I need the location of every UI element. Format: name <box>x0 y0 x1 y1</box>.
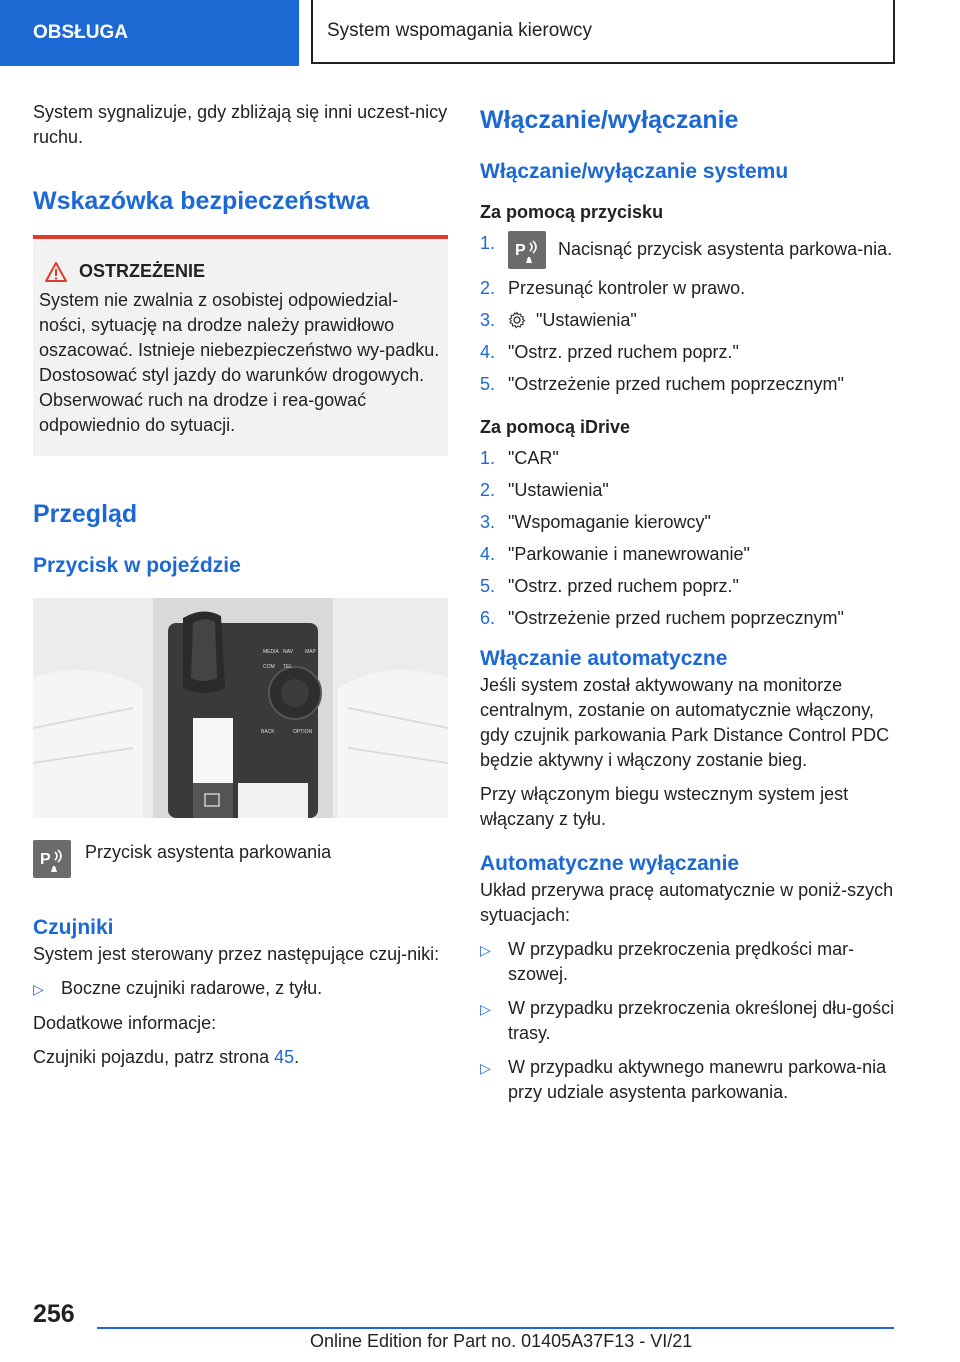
system-heading: Włączanie/wyłączanie systemu <box>480 160 789 183</box>
photo-label-back: BACK <box>261 729 275 735</box>
step-text: "Ostrz. przed ruchem poprz." <box>508 342 739 362</box>
idrive-step <box>480 478 898 503</box>
section-tab <box>0 0 299 66</box>
warning-box <box>33 235 448 456</box>
sensors-heading: Czujniki <box>33 916 114 939</box>
button-heading: Przycisk w pojeździe <box>33 554 241 577</box>
button-step <box>480 340 898 365</box>
idrive-steps-list <box>480 446 898 631</box>
warning-triangle-icon <box>45 262 67 282</box>
step-number: 4. <box>480 544 496 564</box>
photo-label-com: COM <box>263 664 275 670</box>
right-column <box>480 100 898 1105</box>
step-number: 2. <box>480 480 496 500</box>
step-number: 5. <box>480 576 496 596</box>
intro-text: System sygnalizuje, gdy zbliżają się inni uczest-nicy ruchu. <box>33 102 448 147</box>
step-number: 4. <box>480 342 496 362</box>
center-console-illustration <box>33 598 448 818</box>
idrive-step <box>480 542 898 567</box>
step-number: 1. <box>480 233 496 253</box>
auto-off-heading: Automatyczne wyłączanie <box>480 852 740 875</box>
photo-label-media: MEDIA <box>263 649 279 655</box>
idrive-step <box>480 606 898 631</box>
photo-label-map: MAP <box>305 649 316 655</box>
sensors-bullet-text: Boczne czujniki radarowe, z tyłu. <box>61 978 323 998</box>
bullet-triangle-icon: ▷ <box>33 981 44 997</box>
button-step <box>480 308 898 333</box>
photo-label-nav: NAV <box>283 649 293 655</box>
auto-on-text-2: Przy włączonym biegu wstecznym system jest włączany z tyłu. <box>480 784 849 829</box>
auto-on-heading: Włączanie automatyczne <box>480 647 728 670</box>
park-assist-icon <box>33 840 71 878</box>
console-photo <box>33 598 448 818</box>
warning-text: System nie zwalnia z osobistej odpowiedzial-ności, sytuację na drodze należy prawidłowo oszacować. Istnieje niebezpieczeństwo wy-padku. Dostosować styl jazdy do warunków drogowych. Obserwować ruch na drodze i rea-gować odpowiednio do sytuacji. <box>39 290 440 435</box>
additional-label: Dodatkowe informacje: <box>33 1013 217 1033</box>
sensors-text: System jest sterowany przez następujące czuj-niki: <box>33 944 440 964</box>
overview-heading: Przegląd <box>33 500 138 528</box>
chapter-header <box>311 0 895 64</box>
step-text: "CAR" <box>508 448 559 468</box>
step-number: 6. <box>480 608 496 628</box>
step-text: "Parkowanie i manewrowanie" <box>508 544 750 564</box>
auto-off-bullets <box>480 937 898 1105</box>
auto-off-bullet-text: W przypadku aktywnego manewru parkowa-nia przy udziale asystenta parkowania. <box>508 1057 887 1102</box>
safety-heading: Wskazówka bezpieczeństwa <box>33 187 370 215</box>
idrive-subheading: Za pomocą iDrive <box>480 417 631 437</box>
step-number: 3. <box>480 310 496 330</box>
step-text: "Ustawienia" <box>536 310 637 330</box>
auto-off-text: Układ przerywa pracę automatycznie w poniż-szych sytuacjach: <box>480 880 894 925</box>
auto-off-bullet <box>480 1055 898 1105</box>
button-caption: Przycisk asystenta parkowania <box>85 842 332 862</box>
gear-icon <box>508 310 526 330</box>
photo-label-option: OPTION <box>293 729 313 735</box>
bullet-triangle-icon: ▷ <box>480 942 491 958</box>
auto-off-bullet-text: W przypadku przekroczenia prędkości mar-szowej. <box>508 939 855 984</box>
idrive-step <box>480 574 898 599</box>
left-column <box>33 100 448 1070</box>
svg-text:P: P <box>515 242 526 259</box>
step-text: "Wspomaganie kierowcy" <box>508 512 711 532</box>
section-title: OBSŁUGA <box>33 22 128 43</box>
photo-label-tel: TEL <box>283 664 293 670</box>
park-assist-icon <box>508 231 546 269</box>
edition-footer: Online Edition for Part no. 01405A37F13 - VI/21 <box>310 1331 693 1351</box>
step-number: 3. <box>480 512 496 532</box>
footer-rule <box>97 1327 894 1329</box>
step-text: "Ustawienia" <box>508 480 609 500</box>
button-subheading: Za pomocą przycisku <box>480 202 664 222</box>
step-text: "Ostrz. przed ruchem poprz." <box>508 576 739 596</box>
auto-off-bullet <box>480 937 898 987</box>
button-steps-list <box>480 231 898 397</box>
step-number: 1. <box>480 448 496 468</box>
chapter-title: System wspomagania kierowcy <box>327 20 593 41</box>
page-number: 256 <box>33 1300 75 1328</box>
step-text: "Ostrzeżenie przed ruchem poprzecznym" <box>508 608 844 628</box>
step-text: Nacisnąć przycisk asystenta parkowa-nia. <box>558 238 893 259</box>
auto-on-text-1: Jeśli system został aktywowany na monitorze centralnym, zostanie on automatycznie włączony, gdy czujnik parkowania Park Distance Control PDC będzie aktywny i włączony zostanie bieg. <box>480 675 890 770</box>
vehicle-sensors-end: . <box>294 1047 300 1067</box>
button-step <box>480 372 898 397</box>
svg-text:P: P <box>40 851 51 868</box>
step-number: 5. <box>480 374 496 394</box>
button-step <box>480 231 898 269</box>
bullet-triangle-icon: ▷ <box>480 1001 491 1017</box>
button-caption-row <box>33 840 448 878</box>
page-link[interactable]: 45 <box>274 1047 295 1067</box>
vehicle-sensors-ref <box>33 1045 448 1070</box>
step-text: Przesunąć kontroler w prawo. <box>508 278 746 298</box>
bullet-triangle-icon: ▷ <box>480 1060 491 1076</box>
step-text: "Ostrzeżenie przed ruchem poprzecznym" <box>508 374 844 394</box>
auto-off-bullet <box>480 996 898 1046</box>
auto-off-bullet-text: W przypadku przekroczenia określonej dłu-gości trasy. <box>508 998 895 1043</box>
step-number: 2. <box>480 278 496 298</box>
idrive-step <box>480 510 898 535</box>
main-heading: Włączanie/wyłączanie <box>480 106 739 134</box>
warning-title: OSTRZEŻENIE <box>79 261 206 281</box>
sensors-bullet <box>33 976 448 1002</box>
button-step <box>480 276 898 301</box>
vehicle-sensors-text: Czujniki pojazdu, patrz strona <box>33 1047 275 1067</box>
idrive-step <box>480 446 898 471</box>
warning-header <box>39 259 440 284</box>
